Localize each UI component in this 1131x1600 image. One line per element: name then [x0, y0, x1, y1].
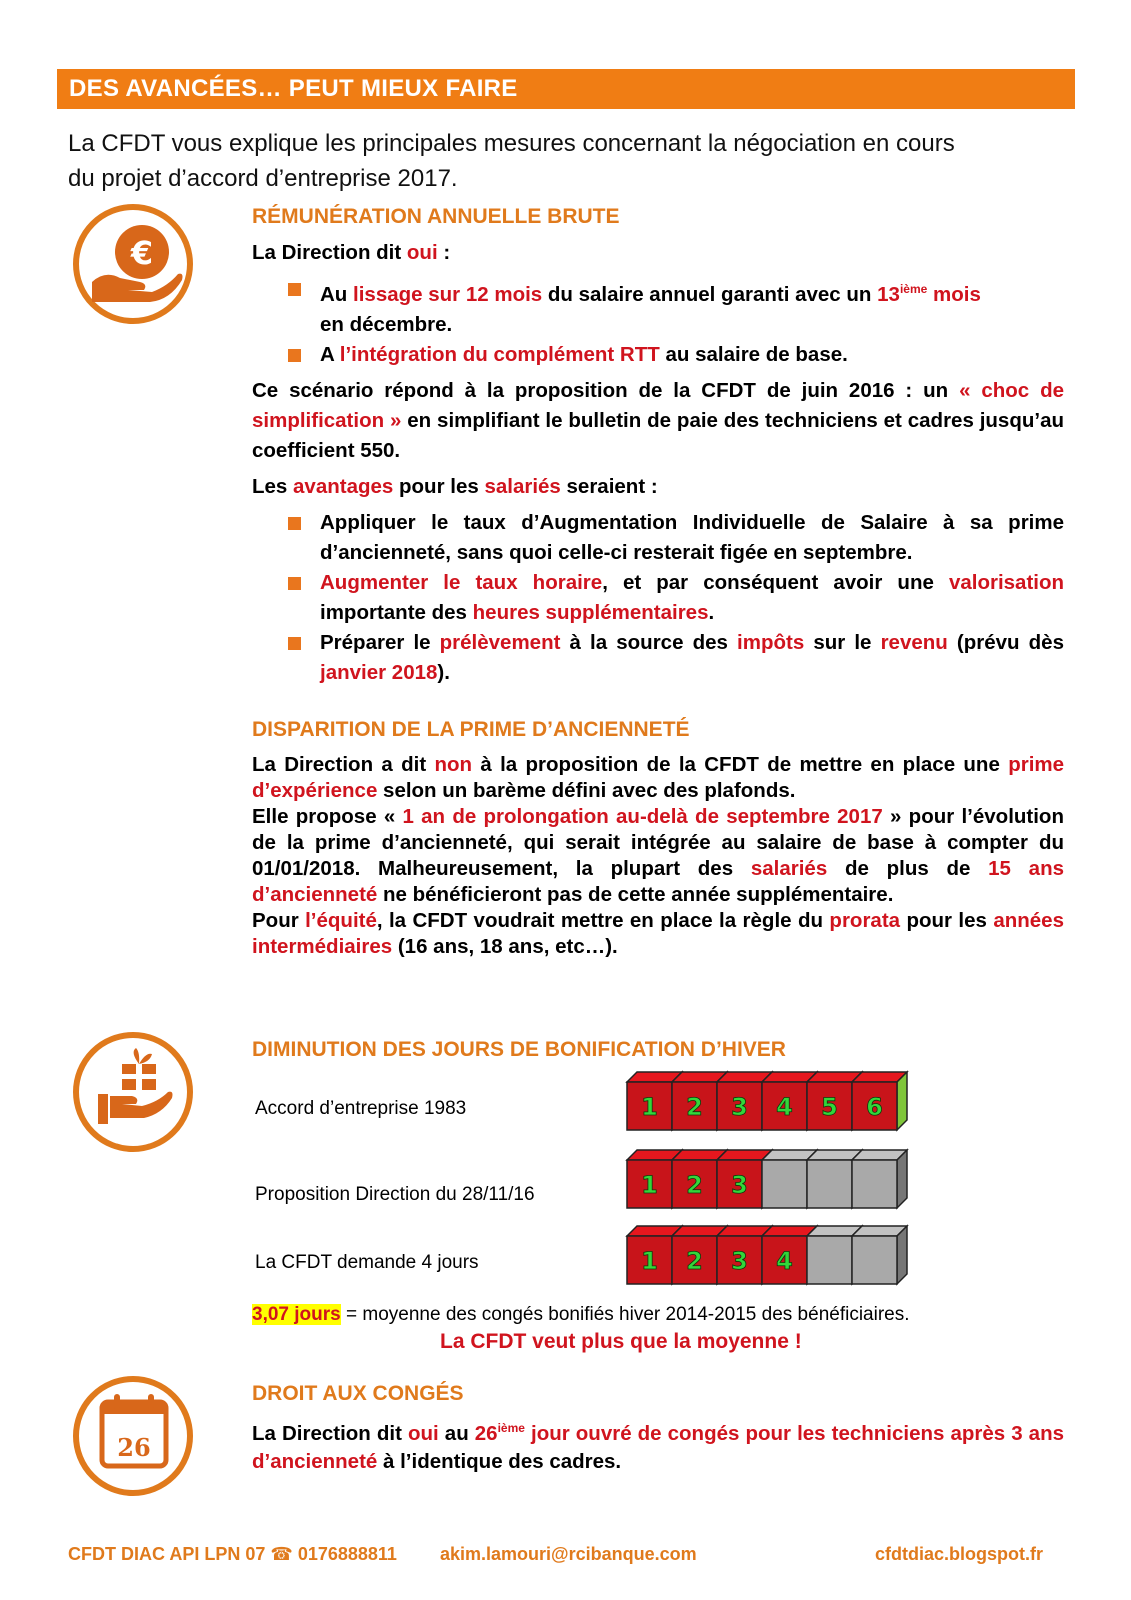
day-number: 2 — [686, 1247, 703, 1275]
banner-title: DES AVANCÉES… PEUT MIEUX FAIRE — [69, 75, 518, 102]
day-number: 3 — [731, 1247, 748, 1275]
anciennete-body — [252, 752, 1064, 960]
day-number: 2 — [686, 1093, 703, 1121]
list-item: Augmenter le taux horaire, et par conséquent avoir une valorisation importante des heures supplémentaires. — [252, 568, 1064, 628]
day-number: 1 — [641, 1171, 658, 1199]
square-bullet-icon — [288, 349, 301, 362]
scenario-paragraph: Ce scénario répond à la proposition de la CFDT de juin 2016 : un « choc de simplification » en simplifiant le bulletin de paie des techniciens et cadres jusqu’au coefficient 550. — [252, 378, 1064, 462]
bonification-row-label: La CFDT demande 4 jours — [255, 1252, 479, 1273]
footer-blog[interactable]: cfdtdiac.blogspot.fr — [875, 1544, 1043, 1564]
direction-line: La Direction dit oui : — [252, 241, 451, 264]
bonification-row-label: Accord d’entreprise 1983 — [255, 1098, 467, 1119]
day-block-inactive — [852, 1226, 907, 1284]
day-number: 4 — [776, 1247, 793, 1275]
average-line — [252, 1304, 910, 1326]
remuneration-body — [252, 238, 1064, 694]
intro-line-1: La CFDT vous explique les principales mesures concernant la négociation en cours — [68, 130, 955, 157]
calendar-icon — [70, 1374, 200, 1505]
svg-text:26: 26 — [117, 1433, 151, 1462]
day-number: 1 — [641, 1093, 658, 1121]
square-bullet-icon — [288, 517, 301, 530]
day-block-active — [852, 1072, 907, 1130]
square-bullet-icon — [288, 577, 301, 590]
anciennete-paragraph-3: Pour l’équité, la CFDT voudrait mettre en place la règle du prorata pour les années intermédiaires (16 ans, 18 ans, etc…). — [252, 909, 1064, 958]
phone-icon: ☎ — [270, 1544, 293, 1565]
day-blocks-1983 — [625, 1070, 925, 1140]
day-number: 6 — [866, 1093, 883, 1121]
euro-hand-icon — [70, 202, 200, 333]
day-blocks-cfdt — [625, 1224, 925, 1294]
svg-text:€: € — [130, 234, 154, 272]
anciennete-paragraph-2: Elle propose « 1 an de prolongation au-delà de septembre 2017 » pour l’évolution de la prime d’ancienneté, qui serait intégrée au salaire de base à compter du 01/01/2018. Malheureusement, la plupart des salariés de plus de 15 ans d’ancienneté ne bénéficieront pas de cette année supplémentaire. — [252, 805, 1064, 906]
list-item: Appliquer le taux d’Augmentation Individuelle de Salaire à sa prime d’ancienneté, sans quoi celle-ci resterait figée en septembre. — [252, 508, 1064, 568]
average-value: 3,07 jours — [252, 1304, 341, 1325]
day-number: 3 — [731, 1093, 748, 1121]
section-banner — [57, 69, 1075, 109]
day-number: 5 — [821, 1093, 838, 1121]
remuneration-title: RÉMUNÉRATION ANNUELLE BRUTE — [252, 205, 620, 228]
list-item: A l’intégration du complément RTT au salaire de base. — [252, 340, 1064, 370]
bonification-row-label: Proposition Direction du 28/11/16 — [255, 1184, 535, 1205]
anciennete-title: DISPARITION DE LA PRIME D’ANCIENNETÉ — [252, 718, 690, 741]
list-item: Préparer le prélèvement à la source des impôts sur le revenu (prévu dès janvier 2018). — [252, 628, 1064, 688]
square-bullet-icon — [288, 283, 301, 296]
slogan: La CFDT veut plus que la moyenne ! — [440, 1330, 802, 1353]
conges-title: DROIT AUX CONGÉS — [252, 1382, 464, 1405]
anciennete-paragraph-1: La Direction a dit non à la proposition de la CFDT de mettre en place une prime d’expérience selon un barème défini avec des plafonds. — [252, 753, 1065, 802]
list-item: Au lissage sur 12 mois du salaire annuel garanti avec un 13ième mois en décembre. — [252, 274, 1064, 340]
day-number: 4 — [776, 1093, 793, 1121]
average-text: = moyenne des congés bonifiés hiver 2014-2015 des bénéficiaires. — [340, 1304, 910, 1325]
intro-text — [68, 126, 1068, 196]
advantages-line: Les avantages pour les salariés seraient : — [252, 474, 658, 498]
bonification-title: DIMINUTION DES JOURS DE BONIFICATION D’HIVER — [252, 1038, 786, 1061]
day-block-inactive — [852, 1150, 907, 1208]
intro-line-2: du projet d’accord d’entreprise 2017. — [68, 165, 458, 192]
advantages-bullets — [252, 508, 1064, 688]
day-number: 1 — [641, 1247, 658, 1275]
day-number: 2 — [686, 1171, 703, 1199]
day-number: 3 — [731, 1171, 748, 1199]
gift-hand-icon — [70, 1030, 200, 1161]
footer-email[interactable]: akim.lamouri@rcibanque.com — [440, 1544, 697, 1564]
square-bullet-icon — [288, 637, 301, 650]
direction-bullets — [252, 274, 1064, 370]
footer-left: CFDT DIAC API LPN 07 ☎ 0176888811 — [68, 1544, 397, 1565]
day-blocks-direction — [625, 1148, 925, 1218]
conges-body: La Direction dit oui au 26ième jour ouvré de congés pour les techniciens après 3 ans d’ancienneté à l’identique des cadres. — [252, 1421, 1064, 1473]
